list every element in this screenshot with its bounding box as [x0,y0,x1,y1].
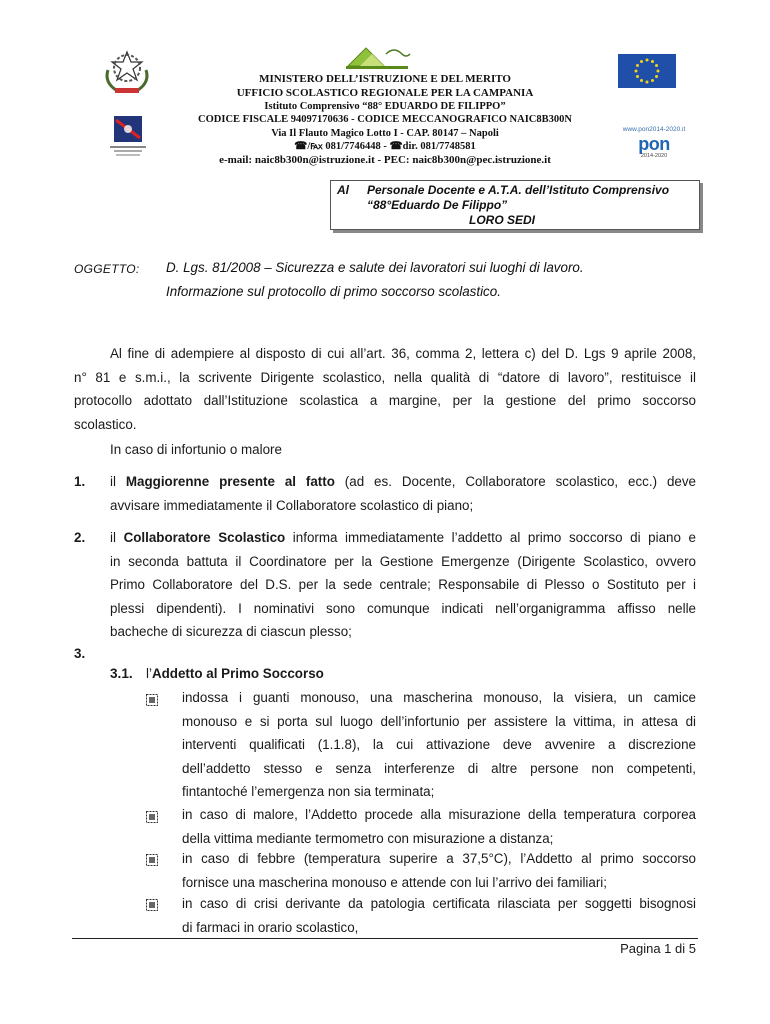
item-1-rest: (ad es. Docente, Collaboratore scolastico, ecc.) deve [334,474,696,489]
pon-years: 2014-2020 [640,153,668,159]
subject-label: OGGETTO: [74,262,140,276]
recipient-line-3: LORO SEDI [469,213,536,227]
email-pec: e-mail: naic8b300n@istruzione.it - PEC: naic8b300n@pec.istruzione.it [219,154,551,166]
item-1-bold: Maggiorenne presente al fatto [125,474,335,489]
bullet-4-line-2: di farmaci in orario scolastico, [182,919,359,935]
item-1-text [110,470,696,517]
school-address: Via Il Flauto Magico Lotto I - CAP. 80147 – Napoli [271,128,499,139]
bullet-1-line-1: indossa i guanti monouso, una mascherina monouso, la visiera, un camice [182,690,696,705]
item-2-rest: informa immediatamente l’addetto al primo soccorso di piano e [285,530,696,545]
item-1-pre: il [110,474,126,489]
bullet-4-line-1: in caso di crisi derivante da patologia certificata rilasciata per soggetti bisognosi [182,896,696,911]
recipient-prefix: Al [337,183,349,197]
intro-line-1: Al fine di adempiere al disposto di cui all’art. 36, comma 2, lettera c) del D. Lgs 9 aprile 2008, [110,346,696,361]
recipient-line-1: Personale Docente e A.T.A. dell’Istituto Comprensivo [367,183,670,197]
bullet-3-line-2: fornisce una mascherina monouso e attende con lui l’arrivo dei familiari; [182,874,607,890]
bullet-1 [182,686,696,804]
subsection-title-text: Addetto al Primo Soccorso [151,666,324,681]
bullet-1-line-4: dell’addetto stesso e senza interferenze di altre persone non competenti, [182,760,696,776]
checkbox-bullet-icon [146,898,158,910]
school-logo [342,44,412,74]
eu-star-icon [651,60,654,63]
item-2-line-4: plessi dipendenti). I nominativi sono comunque indicati nell’organigramma affisso nelle [110,600,696,616]
eu-star-icon [655,64,658,67]
intro-paragraph [74,342,696,436]
subsection-pre: l’ [146,666,152,681]
subsection-number: 3.1. [110,666,133,681]
school-name: Istituto Comprensivo “88° EDUARDO DE FILIPPO” [264,101,506,112]
item-1-number: 1. [74,474,86,489]
ministry-name: MINISTERO DELL’ISTRUZIONE E DEL MERITO [259,73,511,85]
subsection-title [146,666,324,681]
bullet-1-line-2: monouso e si porta sul luogo dell’infortunio per assistere la vittima, in attesa di [182,713,696,729]
intro-line-3: protocollo adottato dall’Istituzione scolastica a margine, per la gestione del primo soccorso [74,393,696,408]
recipient-line-2: “88°Eduardo De Filippo” [367,198,508,212]
item-2-line-3: Primo Collaboratore del D.S. per la sede centrale; Responsabile di Plesso o Sostituto per i [110,577,696,592]
item-1-line-2: avvisare immediatamente il Collaboratore scolastico di piano; [110,497,474,513]
checkbox-bullet-icon [146,853,158,865]
subject-line-1: D. Lgs. 81/2008 – Sicurezza e salute dei lavoratori sui luoghi di lavoro. [166,260,584,275]
eu-star-icon [646,59,649,62]
footer-divider [72,938,698,939]
recipient-box [330,180,700,230]
bullet-2-line-2: della vittima mediante termometro con misurazione a distanza; [182,830,554,846]
item-2-bold: Collaboratore Scolastico [123,530,286,545]
bullet-3-line-1: in caso di febbre (temperatura superire a 37,5°C), l’Addetto al primo soccorso [182,851,696,866]
bullet-1-line-5: fintantoché l’emergenza non sia terminata; [182,784,435,799]
bullet-4 [182,892,696,939]
item-2-text [110,526,696,644]
case-line: In caso di infortunio o malore [110,442,282,457]
item-2-line-5: bacheche di sicurezza di ciascun plesso; [110,624,352,639]
page-number: Pagina 1 di 5 [620,941,696,956]
intro-line-4: scolastico. [74,416,137,432]
item-3-number: 3. [74,646,86,661]
bullet-1-line-3: interventi qualificati (1.1.8), la cui attivazione deve avvenire a discrezione [182,737,696,752]
intro-line-2: n° 81 e s.m.i., la scrivente Dirigente scolastico, nella qualità di “datore di lavoro”, restituisce il [74,369,696,385]
bullet-2 [182,803,696,850]
pon-label: pon [638,134,670,154]
checkbox-bullet-icon [146,810,158,822]
subject-line-2: Informazione sul protocollo di primo soccorso scolastico. [166,284,501,299]
fiscal-codes: CODICE FISCALE 94097170636 - CODICE MECCANOGRAFICO NAIC8B300N [198,114,572,125]
bullet-3 [182,847,696,894]
phone-fax: ☎/℻ 081/7746448 - ☎dir. 081/7748581 [294,141,476,152]
eu-star-icon [636,64,639,67]
regional-office: UFFICIO SCOLASTICO REGIONALE PER LA CAMPANIA [236,87,534,99]
item-2-line-2: in seconda battuta il Coordinatore per la Gestione Emergenze (Dirigente Scolastico, ovvero [110,553,696,569]
item-2-pre: il [110,530,124,545]
checkbox-bullet-icon [146,693,158,705]
eu-star-icon [640,60,643,63]
pon-url: www.pon2014-2020.it [622,126,686,133]
bullet-2-line-1: in caso di malore, l’Addetto procede alla misurazione della temperatura corporea [182,807,696,822]
item-2-number: 2. [74,530,86,545]
